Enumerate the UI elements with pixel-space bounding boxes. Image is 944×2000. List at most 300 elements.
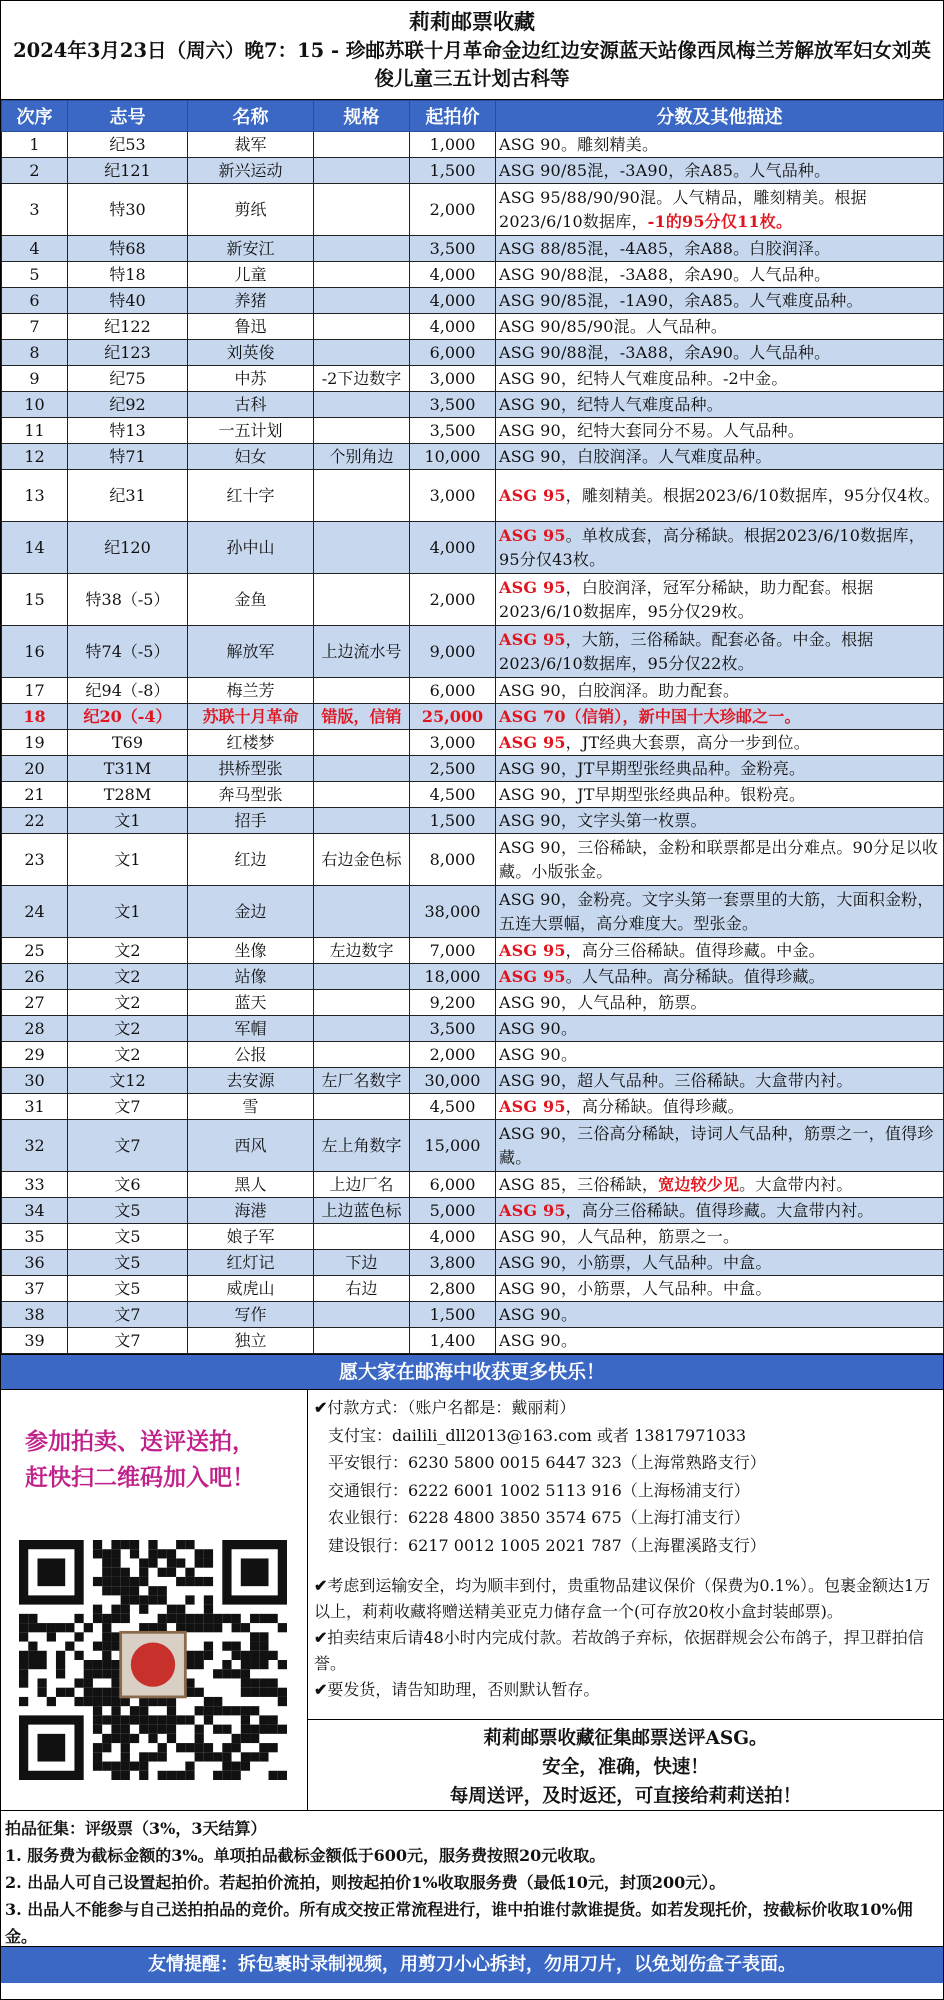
check-mark-icon: ✔ — [314, 1628, 328, 1647]
info-section — [1, 1390, 943, 1811]
rules-heading: 拍品征集：评级票（3%，3天结算） — [5, 1819, 267, 1838]
col-header-spec: 规格 — [314, 101, 410, 132]
grade-description — [496, 522, 944, 574]
stamp-name: 红灯记 — [188, 1250, 314, 1276]
start-price: 3,500 — [410, 392, 496, 418]
stamp-name: 新安江 — [188, 236, 314, 262]
description-text: ASG 90。 — [499, 1304, 578, 1324]
promo-line: 参加拍卖、送评送拍， — [25, 1428, 255, 1455]
stamp-spec: 右边金色标 — [314, 834, 410, 886]
stamp-id: 纪92 — [68, 392, 188, 418]
grade-description — [496, 1302, 944, 1328]
lot-number: 3 — [2, 184, 68, 236]
grade-description — [496, 1094, 944, 1120]
col-header-desc: 分数及其他描述 — [496, 101, 944, 132]
stamp-id: 特18 — [68, 262, 188, 288]
start-price: 6,000 — [410, 340, 496, 366]
stamp-spec — [314, 132, 410, 158]
lot-number: 30 — [2, 1068, 68, 1094]
stamp-id: 特40 — [68, 288, 188, 314]
start-price: 30,000 — [410, 1068, 496, 1094]
start-price: 1,500 — [410, 1302, 496, 1328]
page-subtitle: 2024年3月23日（周六）晚7：15 - 珍邮苏联十月革命金边红边安源蓝天站像西凤梅兰芳解放军妇女刘英俊儿童三五计划古科等 — [13, 39, 931, 90]
stamp-id: 纪31 — [68, 470, 188, 522]
table-row — [2, 366, 944, 392]
description-text: ，高分稀缺。值得珍藏。 — [565, 1096, 744, 1116]
stamp-name: 站像 — [188, 964, 314, 990]
start-price: 3,500 — [410, 418, 496, 444]
stamp-name: 拱桥型张 — [188, 756, 314, 782]
stamp-id: 文2 — [68, 1016, 188, 1042]
table-row — [2, 574, 944, 626]
start-price: 4,500 — [410, 1094, 496, 1120]
stamp-id: 文5 — [68, 1250, 188, 1276]
promo-text — [1, 1390, 307, 1496]
table-row — [2, 418, 944, 444]
stamp-spec — [314, 782, 410, 808]
stamp-id: 特71 — [68, 444, 188, 470]
description-text: ASG 95/88/90/90混。人气精品，雕刻精美。根据2023/6/10数据库， — [499, 187, 867, 231]
lot-number: 19 — [2, 730, 68, 756]
start-price: 4,000 — [410, 522, 496, 574]
lot-number: 26 — [2, 964, 68, 990]
description-text: ASG 90，小筋票，人气品种。中盒。 — [499, 1252, 772, 1272]
lot-number: 8 — [2, 340, 68, 366]
stamp-spec — [314, 418, 410, 444]
grade-description — [496, 262, 944, 288]
description-text: ASG 90/85混，-3A90，余A85。人气品种。 — [499, 160, 831, 180]
stamp-spec: 左边数字 — [314, 938, 410, 964]
lot-number: 31 — [2, 1094, 68, 1120]
start-price: 3,000 — [410, 730, 496, 756]
shipping-request-note: 要发货，请告知助理，否则默认暂存。 — [327, 1680, 600, 1699]
stamp-spec — [314, 574, 410, 626]
grade-description — [496, 1042, 944, 1068]
stamp-spec — [314, 184, 410, 236]
stamp-name: 公报 — [188, 1042, 314, 1068]
grade-description — [496, 990, 944, 1016]
table-row — [2, 1224, 944, 1250]
description-text: ，高分三俗稀缺。值得珍藏。大盒带内衬。 — [565, 1200, 874, 1220]
start-price: 6,000 — [410, 678, 496, 704]
description-text: ASG 90，人气品种，筋票之一。 — [499, 1226, 740, 1246]
table-row — [2, 834, 944, 886]
bank-account: 建设银行：6217 0012 1005 2021 787（上海瞿溪路支行） — [328, 1535, 766, 1555]
lot-number: 28 — [2, 1016, 68, 1042]
description-text: ASG 85，三俗稀缺， — [499, 1174, 659, 1194]
table-row — [2, 1302, 944, 1328]
table-row — [2, 444, 944, 470]
table-row — [2, 938, 944, 964]
description-text: ASG 70（信销），新中国十大珍邮之一。 — [499, 706, 801, 726]
description-text: ASG 90，纪特人气难度品种。 — [499, 394, 723, 414]
col-header-name: 名称 — [188, 101, 314, 132]
grade-description — [496, 626, 944, 678]
start-price: 3,500 — [410, 1016, 496, 1042]
description-text: 。单枚成套，高分稀缺。根据2023/6/10数据库，95分仅43枚。 — [499, 525, 925, 569]
highlight-text: ASG 95 — [499, 485, 566, 505]
stamp-spec: 左厂名数字 — [314, 1068, 410, 1094]
description-text: ASG 90/85混，-1A90，余A85。人气难度品种。 — [499, 290, 863, 310]
description-text: ASG 90/88混，-3A88，余A90。人气品种。 — [499, 342, 831, 362]
payment-heading: 付款方式：（账户名都是：戴丽莉） — [327, 1398, 576, 1417]
grade-description — [496, 1250, 944, 1276]
stamp-name: 儿童 — [188, 262, 314, 288]
header — [1, 1, 943, 100]
col-header-id: 志号 — [68, 101, 188, 132]
table-row — [2, 730, 944, 756]
description-text: ASG 90，纪特人气难度品种。-2中金。 — [499, 368, 788, 388]
stamp-id: 文6 — [68, 1172, 188, 1198]
grade-description — [496, 886, 944, 938]
description-text: ASG 90，人气品种，筋票。 — [499, 992, 707, 1012]
stamp-spec — [314, 236, 410, 262]
lot-number: 14 — [2, 522, 68, 574]
grade-description — [496, 288, 944, 314]
description-text: ，JT经典大套票，高分一步到位。 — [565, 732, 810, 752]
highlight-text: ASG 95 — [499, 577, 566, 597]
start-price: 38,000 — [410, 886, 496, 938]
stamp-id: 纪122 — [68, 314, 188, 340]
slogan — [308, 1720, 943, 1811]
stamp-id: 文7 — [68, 1120, 188, 1172]
start-price: 15,000 — [410, 1120, 496, 1172]
start-price: 18,000 — [410, 964, 496, 990]
description-text: ASG 90，超人气品种。三俗稀缺。大盒带内衬。 — [499, 1070, 853, 1090]
highlight-text: ASG 95 — [499, 525, 566, 545]
lot-number: 5 — [2, 262, 68, 288]
stamp-id: 纪123 — [68, 340, 188, 366]
description-text: ，雕刻精美。根据2023/6/10数据库，95分仅4枚。 — [565, 485, 940, 505]
lot-number: 32 — [2, 1120, 68, 1172]
start-price: 2,800 — [410, 1276, 496, 1302]
stamp-name: 奔马型张 — [188, 782, 314, 808]
grade-description — [496, 366, 944, 392]
stamp-id: 纪53 — [68, 132, 188, 158]
check-mark-icon: ✔ — [314, 1680, 328, 1699]
start-price: 2,000 — [410, 574, 496, 626]
lot-number: 34 — [2, 1198, 68, 1224]
stamp-name: 红楼梦 — [188, 730, 314, 756]
start-price: 2,000 — [410, 1042, 496, 1068]
table-row — [2, 1120, 944, 1172]
lot-number: 1 — [2, 132, 68, 158]
stamp-name: 军帽 — [188, 1016, 314, 1042]
description-text: ASG 90。 — [499, 1044, 578, 1064]
stamp-id: 文2 — [68, 990, 188, 1016]
alipay-info: 支付宝：dailili_dll2013@163.com 或者 13817971033 — [328, 1425, 747, 1445]
start-price: 25,000 — [410, 704, 496, 730]
stamp-name: 坐像 — [188, 938, 314, 964]
start-price: 6,000 — [410, 1172, 496, 1198]
stamp-id: 文7 — [68, 1328, 188, 1354]
stamp-id: 文1 — [68, 834, 188, 886]
stamp-id: T69 — [68, 730, 188, 756]
description-text: ASG 88/85混，-4A85，余A88。白胶润泽。 — [499, 238, 831, 258]
stamp-id: T28M — [68, 782, 188, 808]
stamp-id: 文1 — [68, 886, 188, 938]
stamp-name: 剪纸 — [188, 184, 314, 236]
highlight-text: ASG 95 — [499, 629, 566, 649]
highlight-text: ASG 95 — [499, 732, 566, 752]
lot-number: 24 — [2, 886, 68, 938]
description-text: ASG 90，纪特大套同分不易。人气品种。 — [499, 420, 804, 440]
description-text: ASG 90。 — [499, 1330, 578, 1350]
stamp-id: T31M — [68, 756, 188, 782]
description-text: ，白胶润泽，冠军分稀缺，助力配套。根据2023/6/10数据库，95分仅29枚。 — [499, 577, 874, 621]
highlight-text: ASG 95 — [499, 1096, 566, 1116]
table-row — [2, 158, 944, 184]
bank-account: 交通银行：6222 6001 1002 5113 916（上海杨浦支行） — [328, 1480, 750, 1500]
table-row — [2, 1172, 944, 1198]
stamp-name: 养猪 — [188, 288, 314, 314]
check-mark-icon: ✔ — [314, 1576, 328, 1595]
description-text: ASG 90。 — [499, 1018, 578, 1038]
stamp-name: 红边 — [188, 834, 314, 886]
stamp-name: 鲁迅 — [188, 314, 314, 340]
stamp-id: 纪120 — [68, 522, 188, 574]
stamp-name: 写作 — [188, 1302, 314, 1328]
start-price: 8,000 — [410, 834, 496, 886]
col-header-no: 次序 — [2, 101, 68, 132]
stamp-spec — [314, 522, 410, 574]
lot-number: 25 — [2, 938, 68, 964]
stamp-name: 去安源 — [188, 1068, 314, 1094]
table-row — [2, 288, 944, 314]
payment-deadline-note: 拍卖结束后请48小时内完成付款。若故鸽子弃标，依据群规会公布鸽子，捍卫群拍信誉。 — [314, 1628, 924, 1673]
grade-description — [496, 392, 944, 418]
table-row — [2, 1042, 944, 1068]
stamp-name: 妇女 — [188, 444, 314, 470]
stamp-id: 特68 — [68, 236, 188, 262]
rule-item: 1. 服务费为截标金额的3%。单项拍品截标金额低于600元，服务费按照20元收取。 — [5, 1846, 606, 1865]
highlight-text: ASG 95 — [499, 940, 566, 960]
table-row — [2, 314, 944, 340]
description-text: ，大筋，三俗稀缺。配套必备。中金。根据2023/6/10数据库，95分仅22枚。 — [499, 629, 874, 673]
description-text: ASG 90/85/90混。人气品种。 — [499, 316, 728, 336]
consignment-rules — [1, 1811, 943, 1946]
start-price: 1,500 — [410, 808, 496, 834]
grade-description — [496, 938, 944, 964]
stamp-name: 威虎山 — [188, 1276, 314, 1302]
description-text: ASG 90，文字头第一枚票。 — [499, 810, 707, 830]
lot-number: 35 — [2, 1224, 68, 1250]
stamp-spec: -2下边数字 — [314, 366, 410, 392]
lot-number: 27 — [2, 990, 68, 1016]
table-row — [2, 522, 944, 574]
stamp-id: 特13 — [68, 418, 188, 444]
lots-table — [1, 100, 944, 1354]
stamp-spec — [314, 314, 410, 340]
description-text: ASG 90，JT早期型张经典品种。金粉亮。 — [499, 758, 806, 778]
start-price: 1,500 — [410, 158, 496, 184]
stamp-name: 海港 — [188, 1198, 314, 1224]
shipping-note: 考虑到运输安全，均为顺丰到付，贵重物品建议保价（保费为0.1%）。包裹金额达1万以上，莉莉收藏将赠送精美亚克力储存盒一个(可存放20枚小盒封装邮票)。 — [314, 1576, 931, 1621]
table-row — [2, 262, 944, 288]
stamp-id: 文2 — [68, 964, 188, 990]
lot-number: 18 — [2, 704, 68, 730]
table-row — [2, 236, 944, 262]
stamp-id: 文5 — [68, 1224, 188, 1250]
start-price: 3,000 — [410, 470, 496, 522]
grade-description — [496, 808, 944, 834]
stamp-id: 文7 — [68, 1094, 188, 1120]
table-row — [2, 1328, 944, 1354]
grade-description — [496, 444, 944, 470]
table-row — [2, 756, 944, 782]
table-row — [2, 678, 944, 704]
stamp-name: 梅兰芳 — [188, 678, 314, 704]
start-price: 3,000 — [410, 366, 496, 392]
lot-number: 23 — [2, 834, 68, 886]
stamp-spec: 错版，信销 — [314, 704, 410, 730]
stamp-spec: 右边 — [314, 1276, 410, 1302]
lots-body — [2, 132, 944, 1354]
start-price: 9,000 — [410, 626, 496, 678]
check-mark-icon: ✔ — [314, 1398, 328, 1417]
slogan-line: 安全，准确，快速！ — [542, 1757, 709, 1778]
stamp-spec — [314, 470, 410, 522]
table-row — [2, 1016, 944, 1042]
qr-code-icon[interactable] — [19, 1540, 287, 1780]
start-price: 9,200 — [410, 990, 496, 1016]
stamp-name: 苏联十月革命 — [188, 704, 314, 730]
description-text: ASG 90，金粉亮。文字头第一套票里的大筋，大面积金粉，五连大票幅，高分难度大。型张金。 — [499, 889, 934, 933]
grade-description — [496, 158, 944, 184]
stamp-spec: 上边蓝色标 — [314, 1198, 410, 1224]
stamp-name: 黑人 — [188, 1172, 314, 1198]
stamp-spec: 下边 — [314, 1250, 410, 1276]
grade-description — [496, 782, 944, 808]
grade-description — [496, 470, 944, 522]
stamp-spec — [314, 886, 410, 938]
stamp-spec — [314, 730, 410, 756]
stamp-id: 纪75 — [68, 366, 188, 392]
table-row — [2, 964, 944, 990]
start-price: 2,500 — [410, 756, 496, 782]
lot-number: 17 — [2, 678, 68, 704]
start-price: 3,800 — [410, 1250, 496, 1276]
grade-description — [496, 132, 944, 158]
stamp-name: 红十字 — [188, 470, 314, 522]
table-row — [2, 184, 944, 236]
grade-description — [496, 574, 944, 626]
stamp-spec — [314, 990, 410, 1016]
start-price: 10,000 — [410, 444, 496, 470]
footer-reminder: 友情提醒：拆包裹时录制视频，用剪刀小心拆封，勿用刀片，以免划伤盒子表面。 — [1, 1946, 943, 1983]
lot-number: 37 — [2, 1276, 68, 1302]
stamp-spec: 上边流水号 — [314, 626, 410, 678]
stamp-id: 特38（-5） — [68, 574, 188, 626]
stamp-spec — [314, 262, 410, 288]
promo-line: 赶快扫二维码加入吧！ — [25, 1464, 255, 1491]
payment-info — [308, 1390, 943, 1720]
description-text: ASG 90，白胶润泽。助力配套。 — [499, 680, 740, 700]
stamp-name: 西风 — [188, 1120, 314, 1172]
start-price: 2,000 — [410, 184, 496, 236]
stamp-id: 文12 — [68, 1068, 188, 1094]
stamp-spec — [314, 1016, 410, 1042]
grade-description — [496, 834, 944, 886]
description-text: 。人气品种。高分稀缺。值得珍藏。 — [565, 966, 825, 986]
stamp-id: 文5 — [68, 1198, 188, 1224]
description-text: ASG 90，三俗高分稀缺，诗词人气品种，筋票之一，值得珍藏。 — [499, 1123, 934, 1167]
grade-description — [496, 1198, 944, 1224]
lot-number: 16 — [2, 626, 68, 678]
stamp-id: 纪121 — [68, 158, 188, 184]
lot-number: 2 — [2, 158, 68, 184]
grade-description — [496, 704, 944, 730]
lot-number: 36 — [2, 1250, 68, 1276]
stamp-name: 金鱼 — [188, 574, 314, 626]
start-price: 4,000 — [410, 288, 496, 314]
stamp-id: 纪94（-8） — [68, 678, 188, 704]
stamp-name: 裁军 — [188, 132, 314, 158]
description-text: ASG 90，小筋票，人气品种。中盒。 — [499, 1278, 772, 1298]
table-row — [2, 886, 944, 938]
stamp-spec — [314, 158, 410, 184]
stamp-name: 古科 — [188, 392, 314, 418]
table-row — [2, 340, 944, 366]
grade-description — [496, 340, 944, 366]
grade-description — [496, 1172, 944, 1198]
stamp-name: 刘英俊 — [188, 340, 314, 366]
start-price: 3,500 — [410, 236, 496, 262]
table-row — [2, 808, 944, 834]
grade-description — [496, 1120, 944, 1172]
table-row — [2, 704, 944, 730]
stamp-name: 蓝天 — [188, 990, 314, 1016]
lot-number: 6 — [2, 288, 68, 314]
stamp-name: 雪 — [188, 1094, 314, 1120]
table-row — [2, 990, 944, 1016]
start-price: 5,000 — [410, 1198, 496, 1224]
stamp-id: 文2 — [68, 938, 188, 964]
lot-number: 21 — [2, 782, 68, 808]
grade-description — [496, 236, 944, 262]
grade-description — [496, 730, 944, 756]
grade-description — [496, 184, 944, 236]
details-panel — [308, 1390, 943, 1810]
stamp-spec: 左上角数字 — [314, 1120, 410, 1172]
lot-number: 10 — [2, 392, 68, 418]
start-price: 4,500 — [410, 782, 496, 808]
stamp-name: 孙中山 — [188, 522, 314, 574]
table-row — [2, 1094, 944, 1120]
stamp-spec — [314, 1224, 410, 1250]
table-header — [2, 101, 944, 132]
grade-description — [496, 1068, 944, 1094]
stamp-spec — [314, 678, 410, 704]
promo-panel — [1, 1390, 308, 1810]
grade-description — [496, 964, 944, 990]
description-text: 。大盒带内衬。 — [739, 1174, 853, 1194]
stamp-id: 纪20（-4） — [68, 704, 188, 730]
grade-description — [496, 1328, 944, 1354]
table-row — [2, 1250, 944, 1276]
grade-description — [496, 1276, 944, 1302]
grade-description — [496, 1224, 944, 1250]
stamp-spec: 个别角边 — [314, 444, 410, 470]
grade-description — [496, 756, 944, 782]
stamp-spec — [314, 756, 410, 782]
slogan-line: 莉莉邮票收藏征集邮票送评ASG。 — [483, 1728, 768, 1749]
lot-number: 11 — [2, 418, 68, 444]
stamp-id: 特30 — [68, 184, 188, 236]
lot-number: 9 — [2, 366, 68, 392]
start-price: 4,000 — [410, 262, 496, 288]
stamp-spec — [314, 1302, 410, 1328]
